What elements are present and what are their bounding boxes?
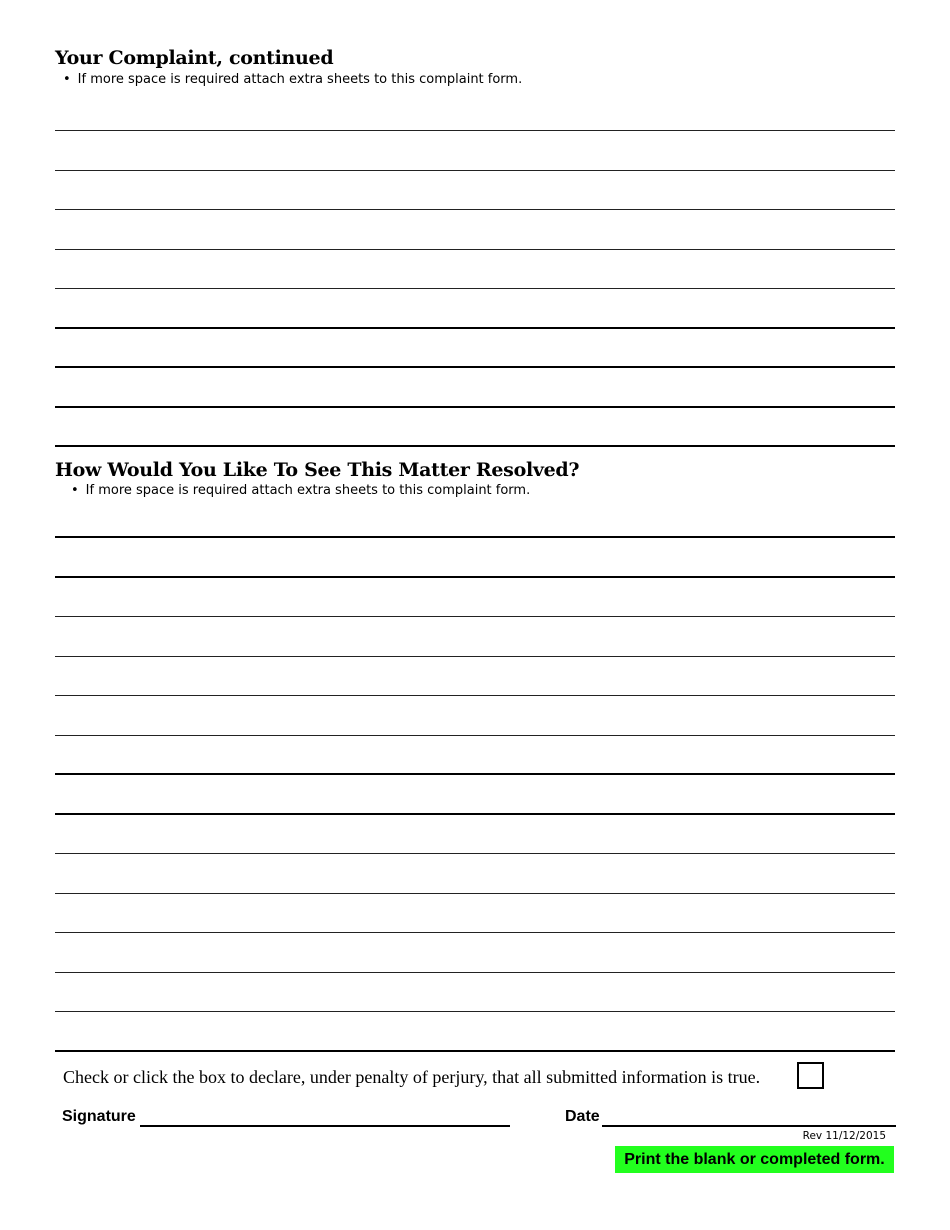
writing-line[interactable]	[55, 539, 895, 578]
writing-line[interactable]	[55, 973, 895, 1012]
section-title-resolution: How Would You Like To See This Matter Resolved?	[55, 459, 580, 481]
writing-line[interactable]	[55, 132, 895, 171]
revision-date: Rev 11/12/2015	[802, 1130, 886, 1142]
bullet-icon: •	[63, 72, 71, 87]
writing-line[interactable]	[55, 894, 895, 933]
writing-line[interactable]	[55, 290, 895, 329]
perjury-declaration-checkbox[interactable]	[797, 1062, 824, 1089]
writing-line[interactable]	[55, 499, 895, 538]
bullet-icon: •	[71, 483, 79, 498]
signature-field[interactable]	[140, 1125, 510, 1127]
writing-line[interactable]	[55, 171, 895, 210]
complaint-space-note-text: If more space is required attach extra sheets to this complaint form.	[77, 72, 523, 87]
writing-line[interactable]	[55, 578, 895, 617]
writing-line[interactable]	[55, 211, 895, 250]
writing-line[interactable]	[55, 855, 895, 894]
complaint-space-note	[63, 72, 522, 88]
writing-line[interactable]	[55, 657, 895, 696]
writing-line[interactable]	[55, 329, 895, 368]
perjury-declaration-text: Check or click the box to declare, under penalty of perjury, that all submitted information is true.	[63, 1067, 761, 1087]
writing-line[interactable]	[55, 736, 895, 775]
resolution-space-note	[71, 483, 530, 499]
writing-line[interactable]	[55, 776, 895, 815]
writing-line[interactable]	[55, 408, 895, 447]
signature-label: Signature	[62, 1108, 136, 1125]
writing-line[interactable]	[55, 934, 895, 973]
writing-line[interactable]	[55, 1013, 895, 1052]
writing-line[interactable]	[55, 92, 895, 131]
writing-line[interactable]	[55, 250, 895, 289]
date-field[interactable]	[602, 1125, 896, 1127]
writing-line[interactable]	[55, 618, 895, 657]
writing-line[interactable]	[55, 697, 895, 736]
date-label: Date	[565, 1108, 600, 1125]
section-title-complaint-continued: Your Complaint, continued	[55, 47, 334, 69]
writing-line[interactable]	[55, 369, 895, 408]
print-form-button[interactable]: Print the blank or completed form.	[615, 1146, 894, 1173]
resolution-space-note-text: If more space is required attach extra sheets to this complaint form.	[85, 483, 531, 498]
writing-line[interactable]	[55, 815, 895, 854]
